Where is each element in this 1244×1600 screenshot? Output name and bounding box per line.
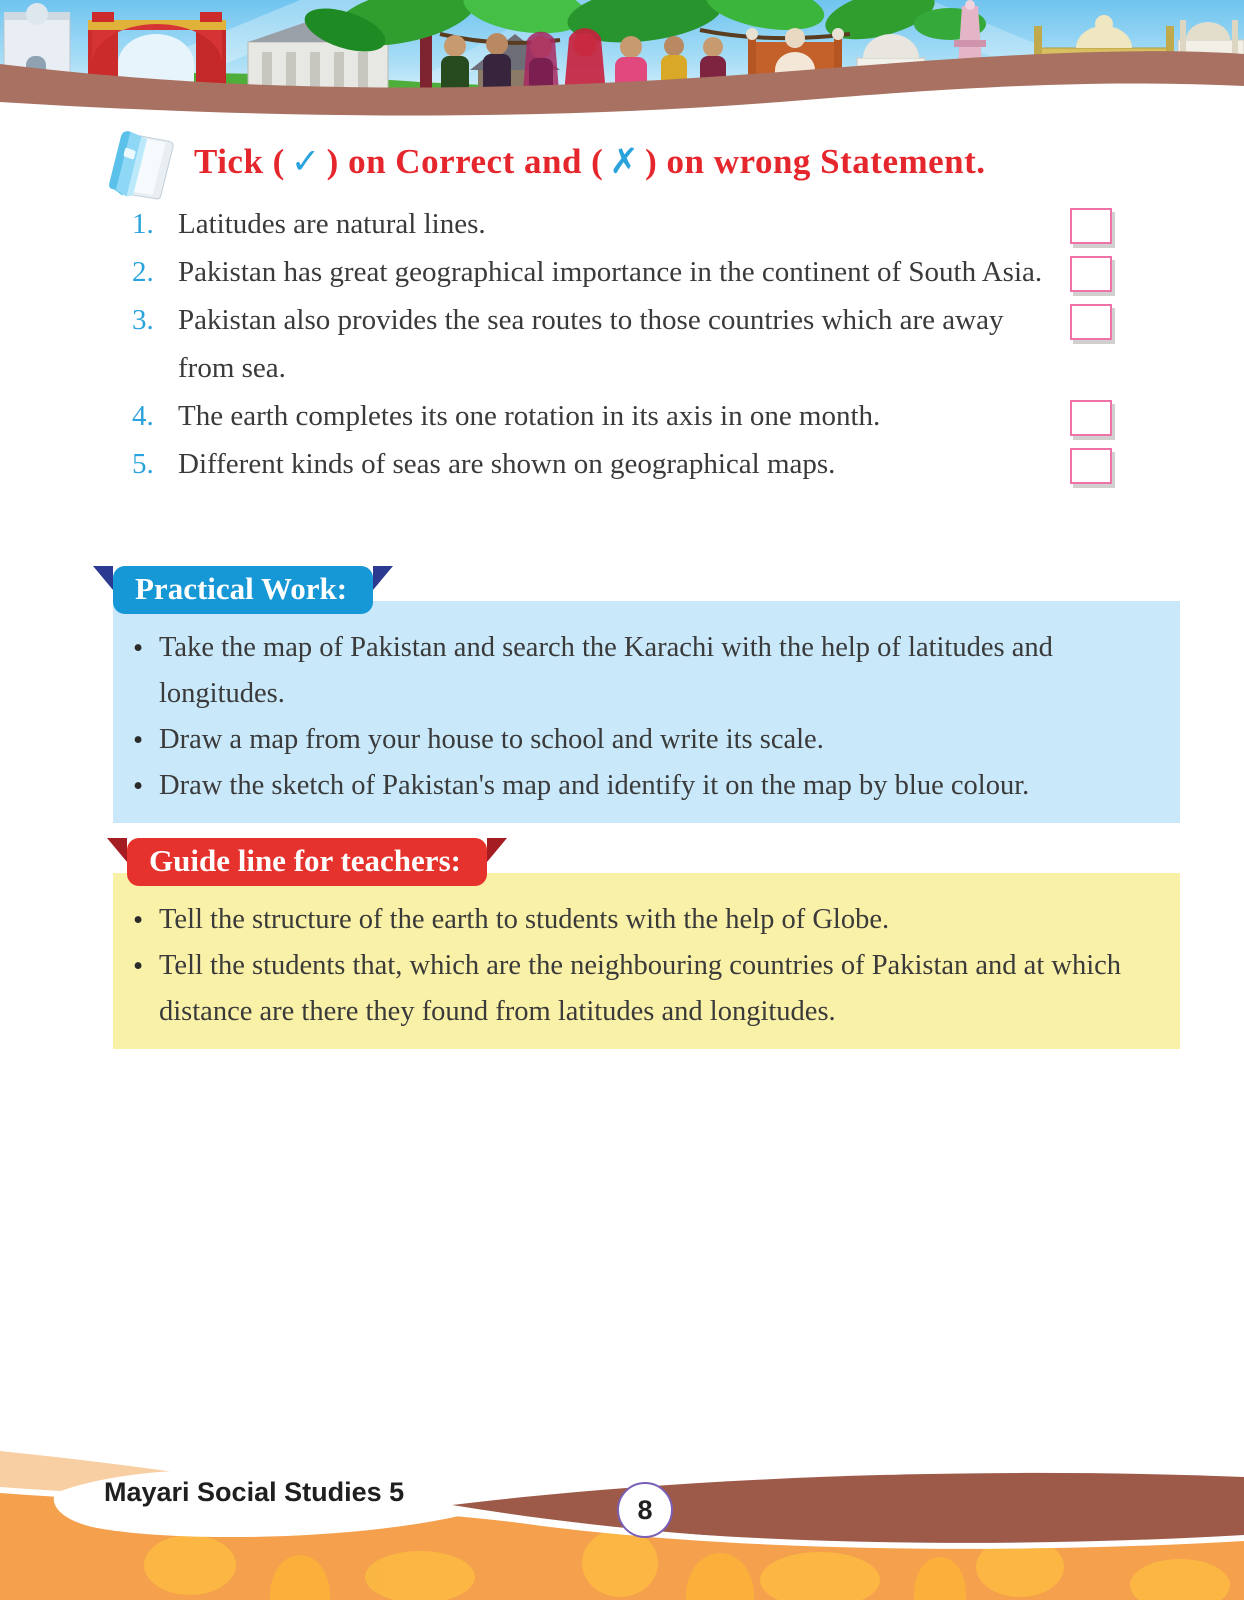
bullet-icon: • (133, 770, 144, 802)
statement-checkbox[interactable] (1070, 400, 1112, 436)
header-banner-illustration (0, 0, 1244, 132)
statement-number: 5. (132, 448, 154, 480)
bullet-text: Tell the structure of the earth to students with the help of Globe. (159, 904, 890, 935)
bullet-text: Draw a map from your house to school and write its scale. (159, 724, 824, 755)
ribbon-fold-left (107, 838, 127, 862)
teacher-guide-section (113, 838, 1180, 1049)
statement-row (132, 296, 1152, 392)
practical-work-tab (113, 566, 373, 614)
statement-number: 4. (132, 400, 154, 432)
statement-text: Pakistan also provides the sea routes to those countries which are away from sea. (178, 304, 1004, 384)
ribbon-fold-right (487, 838, 507, 862)
bullet-icon: • (133, 950, 144, 982)
ribbon-fold-left (93, 566, 113, 590)
cross-icon: ✗ (609, 142, 640, 182)
teacher-guide-body (113, 873, 1180, 1049)
ribbon-fold-right (373, 566, 393, 590)
statement-text: Latitudes are natural lines. (178, 208, 486, 240)
statement-text: Pakistan has great geographical importance in the continent of South Asia. (178, 256, 1043, 288)
bullet-text: Tell the students that, which are the neighbouring countries of Pakistan and at which distance are there they found from latitudes and longitudes. (159, 950, 1122, 1027)
bullet-item (133, 943, 1154, 1035)
statement-checkbox[interactable] (1070, 304, 1112, 340)
statement-row (132, 392, 1152, 440)
footer-book-title: Mayari Social Studies 5 (104, 1477, 405, 1507)
practical-work-section (113, 566, 1180, 823)
tick-icon: ✓ (290, 142, 321, 182)
exercise-header (98, 128, 986, 206)
practical-work-heading: Practical Work: (135, 571, 348, 606)
statement-checkbox[interactable] (1070, 448, 1112, 484)
bullet-item (133, 763, 1154, 809)
bullet-text: Take the map of Pakistan and search the Karachi with the help of latitudes and longitudes. (159, 632, 1053, 709)
statement-row (132, 200, 1152, 248)
bullet-text: Draw the sketch of Pakistan's map and identify it on the map by blue colour. (159, 770, 1030, 801)
bullet-icon: • (133, 632, 144, 664)
statement-text: The earth completes its one rotation in its axis in one month. (178, 400, 881, 432)
statement-number: 1. (132, 208, 154, 240)
statement-number: 3. (132, 304, 154, 336)
page-number: 8 (637, 1494, 653, 1525)
statement-checkbox[interactable] (1070, 256, 1112, 292)
exercise-title (194, 142, 986, 182)
title-text: Tick ( (194, 142, 285, 181)
statement-row (132, 248, 1152, 296)
bullet-icon: • (133, 904, 144, 936)
bullet-item (133, 717, 1154, 763)
title-text: ) on Correct and ( (326, 142, 604, 181)
bullet-icon: • (133, 724, 144, 756)
statement-row (132, 440, 1152, 488)
teacher-guide-tab (127, 838, 487, 886)
bullet-item (133, 897, 1154, 943)
bullet-item (133, 625, 1154, 717)
page-number-badge (617, 1482, 673, 1538)
practical-work-body (113, 601, 1180, 823)
statement-text: Different kinds of seas are shown on geographical maps. (178, 448, 836, 480)
statement-checkbox[interactable] (1070, 208, 1112, 244)
teacher-guide-heading: Guide line for teachers: (149, 843, 461, 878)
book-icon (98, 128, 190, 206)
statement-number: 2. (132, 256, 154, 288)
title-text: ) on wrong Statement. (645, 142, 986, 181)
statements-list (132, 200, 1152, 488)
